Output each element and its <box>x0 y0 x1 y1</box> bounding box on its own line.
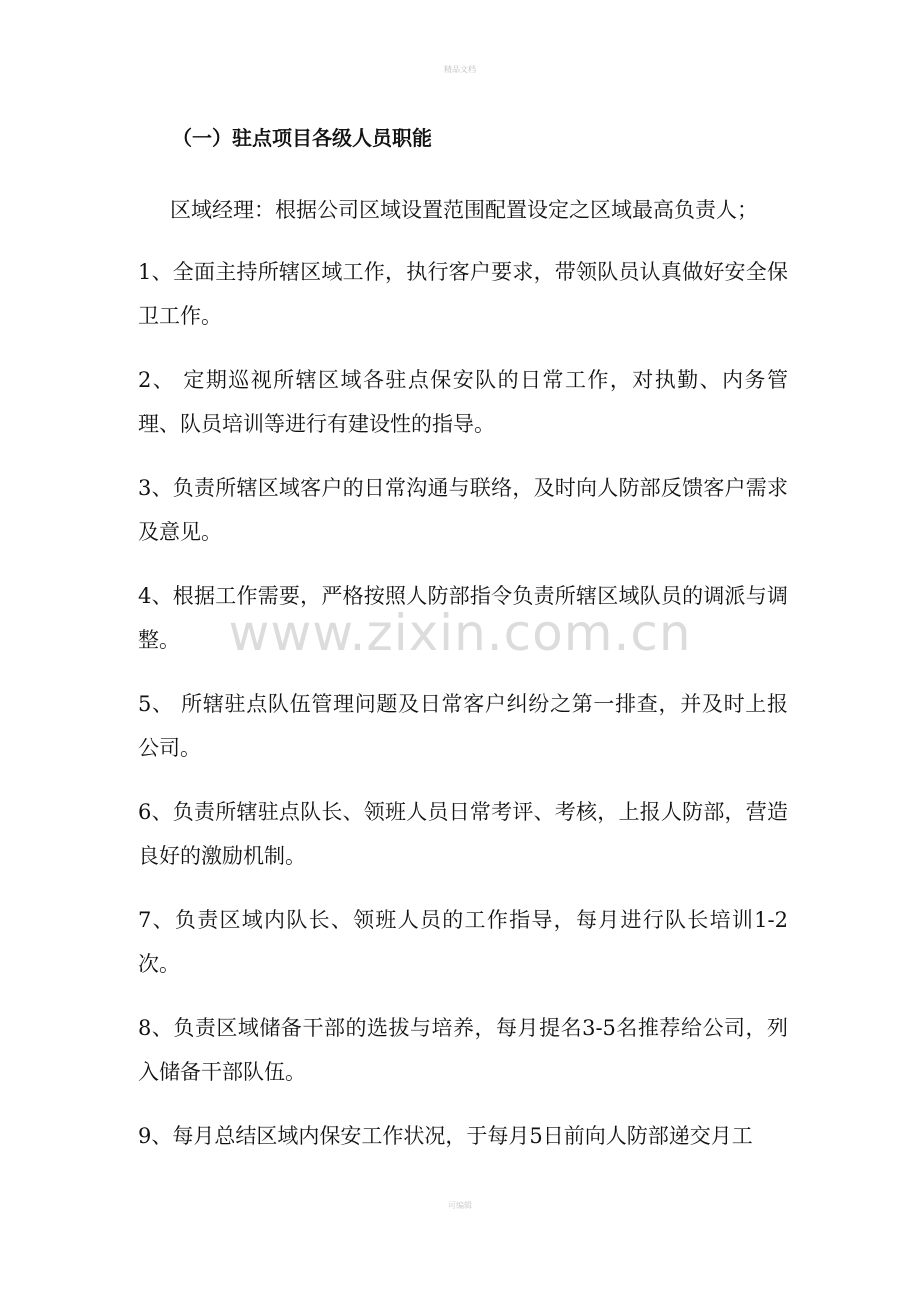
duty-item-7: 7、负责区域内队长、领班人员的工作指导，每月进行队长培训1-2次。 <box>138 908 788 976</box>
page-footer-mark: 可编辑 <box>448 1201 472 1210</box>
duty-item-8: 8、负责区域储备干部的选拔与培养，每月提名3-5名推荐给公司，列入储备干部队伍。 <box>138 1016 788 1084</box>
duty-item-3: 3、负责所辖区域客户的日常沟通与联络，及时向人防部反馈客户需求及意见。 <box>138 476 788 544</box>
duty-item-9: 9、每月总结区域内保安工作状况，于每月5日前向人防部递交月工 <box>138 1124 753 1148</box>
section-heading: （一）驻点项目各级人员职能 <box>172 126 432 150</box>
intro-paragraph: 区域经理：根据公司区域设置范围配置设定之区域最高负责人； <box>170 198 758 222</box>
duty-item-5: 5、 所辖驻点队伍管理问题及日常客户纠纷之第一排查，并及时上报公司。 <box>138 692 788 760</box>
duty-item-4: 4、根据工作需要，严格按照人防部指令负责所辖区域队员的调派与调整。 <box>138 584 788 652</box>
duty-item-2: 2、 定期巡视所辖区域各驻点保安队的日常工作，对执勤、内务管理、队员培训等进行有建设性的指导。 <box>138 368 788 436</box>
page-header-mark: 精品文档 <box>444 65 476 74</box>
document-body <box>138 118 788 1178</box>
watermark: www.zixin.com.cn <box>228 604 692 662</box>
duty-item-1: 1、全面主持所辖区域工作，执行客户要求，带领队员认真做好安全保卫工作。 <box>138 260 788 328</box>
duty-item-6: 6、负责所辖驻点队长、领班人员日常考评、考核，上报人防部，营造良好的激励机制。 <box>138 800 788 868</box>
